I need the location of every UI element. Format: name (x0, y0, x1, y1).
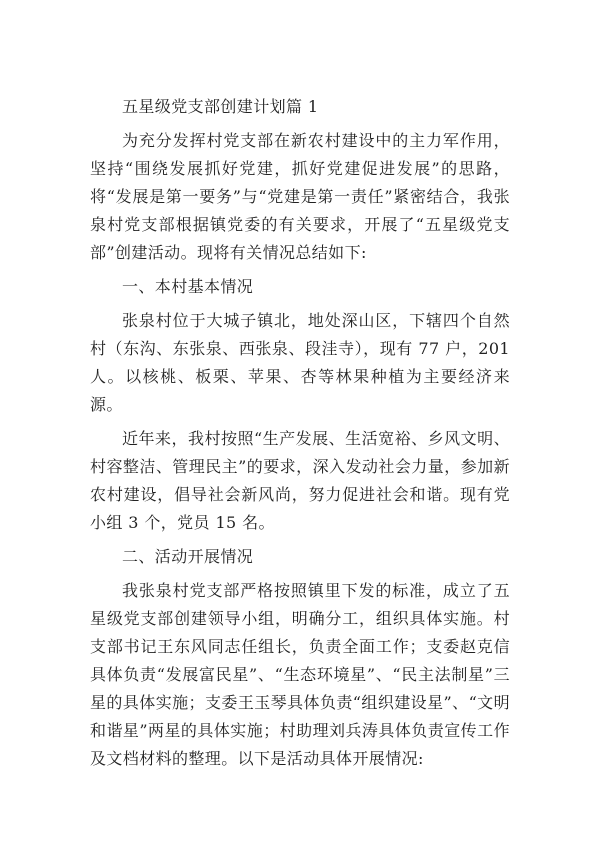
section-1-paragraph-2: 近年来，我村按照“生产发展、生活宽裕、乡风文明、村容整洁、管理民主”的要求，深入发动社会力量，参加新农村建设，倡导社会新风尚，努力促进社会和谐。现有党小组 3 个，党员 15 名。 (90, 429, 510, 532)
intro-paragraph: 为充分发挥村党支部在新农村建设中的主力军作用，坚持“围绕发展抓好党建，抓好党建促进发展”的思路，将“发展是第一要务”与“党建是第一责任”紧密结合，我张泉村党支部根据镇党委的有关要求，开展了“五星级党支部”创建活动。现将有关情况总结如下: (90, 131, 510, 262)
section-2-heading: 二、活动开展情况 (122, 547, 254, 566)
section-1-paragraph-1: 张泉村位于大城子镇北，地处深山区，下辖四个自然村（东沟、东张泉、西张泉、段洼寺），现有 77 户，201 人。以核桃、板栗、苹果、杏等林果种植为主要经济来源。 (90, 311, 510, 414)
document-title: 五星级党支部创建计划篇 1 (122, 97, 319, 116)
section-1-heading: 一、本村基本情况 (122, 277, 254, 296)
section-2-paragraph-1: 我张泉村党支部严格按照镇里下发的标准，成立了五星级党支部创建领导小组，明确分工，组织具体实施。村支部书记王东风同志任组长，负责全面工作；支委赵克信具体负责“发展富民星”、“生态环境星”、“民主法制星”三星的具体实施；支委王玉琴具体负责“组织建设星”、“文明和谐星”两星的具体实施；村助理刘兵涛具体负责宣传工作及文档材料的整理。以下是活动具体开展情况: (90, 581, 510, 768)
document-body (90, 93, 510, 779)
